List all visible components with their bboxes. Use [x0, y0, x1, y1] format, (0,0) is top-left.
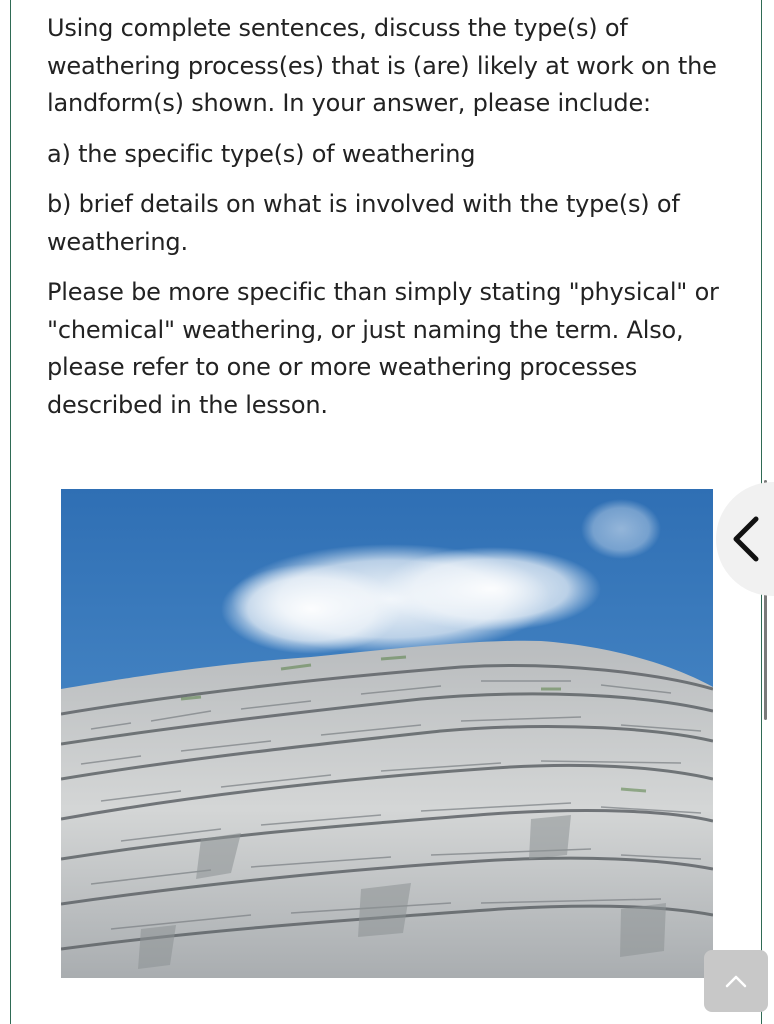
landform-photo [61, 489, 713, 978]
granite-exfoliation-image [61, 489, 713, 978]
question-item-a: a) the specific type(s) of weathering [47, 139, 476, 168]
question-item-b: b) brief details on what is involved with the type(s) of weathering. [47, 190, 680, 256]
chevron-left-icon [730, 515, 762, 563]
chevron-up-icon [725, 974, 747, 988]
question-note: Please be more specific than simply stating "physical" or "chemical" weathering, or just naming the term. Also, please refer to one or more weathering processes described in the lesson. [47, 278, 719, 419]
question-text [47, 10, 737, 437]
scroll-to-top-button[interactable] [704, 950, 768, 1012]
question-intro: Using complete sentences, discuss the type(s) of weathering process(es) that is (are) likely at work on the landform(s) shown. In your answer, please include: [47, 14, 717, 117]
